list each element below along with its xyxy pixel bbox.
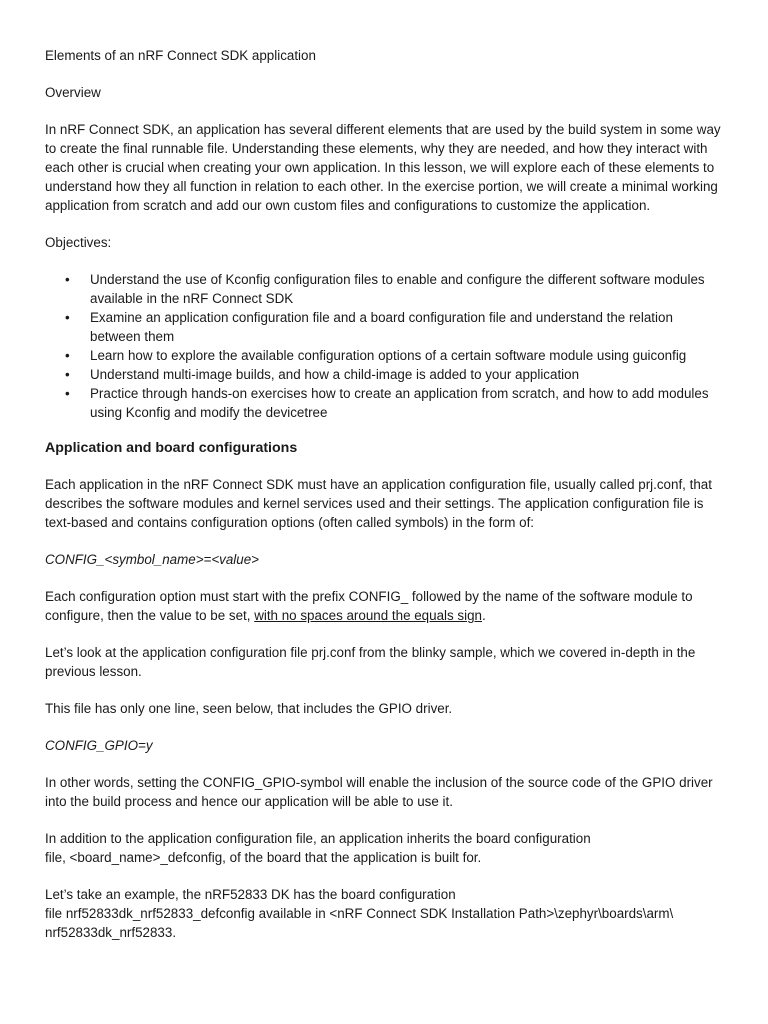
board-config-paragraph <box>45 829 725 867</box>
list-item <box>45 346 725 365</box>
section-heading: Application and board configurations <box>45 440 298 456</box>
list-item <box>45 384 725 422</box>
list-item <box>45 308 725 346</box>
example-line-1: Let’s take an example, the nRF52833 DK has the board configuration <box>45 887 456 902</box>
example-line-3: nrf52833dk_nrf52833. <box>45 925 177 940</box>
prefix-text: Each configuration option must start with the prefix CONFIG_ followed by the name of the software module to configure, then the value to be set, <box>45 589 693 623</box>
document-page <box>45 46 725 960</box>
list-item <box>45 365 725 384</box>
list-item <box>45 270 725 308</box>
objectives-list <box>45 270 725 422</box>
overview-heading: Overview <box>45 85 101 100</box>
bullet-icon: • <box>65 272 70 287</box>
list-item-text: Understand multi-image builds, and how a child-image is added to your application <box>90 367 580 382</box>
gpio-explain-paragraph: In other words, setting the CONFIG_GPIO-symbol will enable the inclusion of the source code of the GPIO driver into the build process and hence our application will be able to use it. <box>45 775 713 809</box>
config-paragraph: Each application in the nRF Connect SDK must have an application configuration file, usually called prj.conf, that describes the software modules and kernel services used and their settings. The application configuration file is text-based and contains configuration options (often called symbols) in the form of: <box>45 477 712 530</box>
objectives-heading: Objectives: <box>45 235 112 250</box>
board-config-line-1: In addition to the application configuration file, an application inherits the board configuration <box>45 831 591 846</box>
document-title: Elements of an nRF Connect SDK application <box>45 48 316 63</box>
example-line-2: file nrf52833dk_nrf52833_defconfig available in <nRF Connect SDK Installation Path>\zephyr\boards\arm\ <box>45 906 674 921</box>
gpio-paragraph: This file has only one line, seen below, that includes the GPIO driver. <box>45 701 453 716</box>
bullet-icon: • <box>65 348 70 363</box>
list-item-text: Examine an application configuration file and a board configuration file and understand the relation between them <box>90 310 673 344</box>
list-item-text: Practice through hands-on exercises how to create an application from scratch, and how to add modules using Kconfig and modify the devicetree <box>90 386 709 420</box>
board-config-line-2: file, <board_name>_defconfig, of the board that the application is built for. <box>45 850 482 865</box>
list-item-text: Understand the use of Kconfig configuration files to enable and configure the different software modules available in the nRF Connect SDK <box>90 272 705 306</box>
overview-paragraph: In nRF Connect SDK, an application has several different elements that are used by the build system in some way to create the final runnable file. Understanding these elements, why they are needed, and how they interact with each other is crucial when creating your own application. In this lesson, we will explore each of these elements to understand how they all function in relation to each other. In the exercise portion, we will create a minimal working application from scratch and add our own custom files and configurations to customize the application. <box>45 122 721 213</box>
bullet-icon: • <box>65 310 70 325</box>
prefix-end: . <box>481 608 486 623</box>
config-syntax-example: CONFIG_<symbol_name>=<value> <box>45 552 259 567</box>
list-item-text: Learn how to explore the available configuration options of a certain software module using guiconfig <box>90 348 687 363</box>
blinky-paragraph: Let’s look at the application configuration file prj.conf from the blinky sample, which we covered in-depth in the previous lesson. <box>45 645 696 679</box>
example-paragraph <box>45 885 725 942</box>
bullet-icon: • <box>65 386 70 401</box>
gpio-config-example: CONFIG_GPIO=y <box>45 738 153 753</box>
no-spaces-emphasis: with no spaces around the equals sign <box>254 608 482 623</box>
bullet-icon: • <box>65 367 70 382</box>
prefix-paragraph <box>45 587 725 625</box>
